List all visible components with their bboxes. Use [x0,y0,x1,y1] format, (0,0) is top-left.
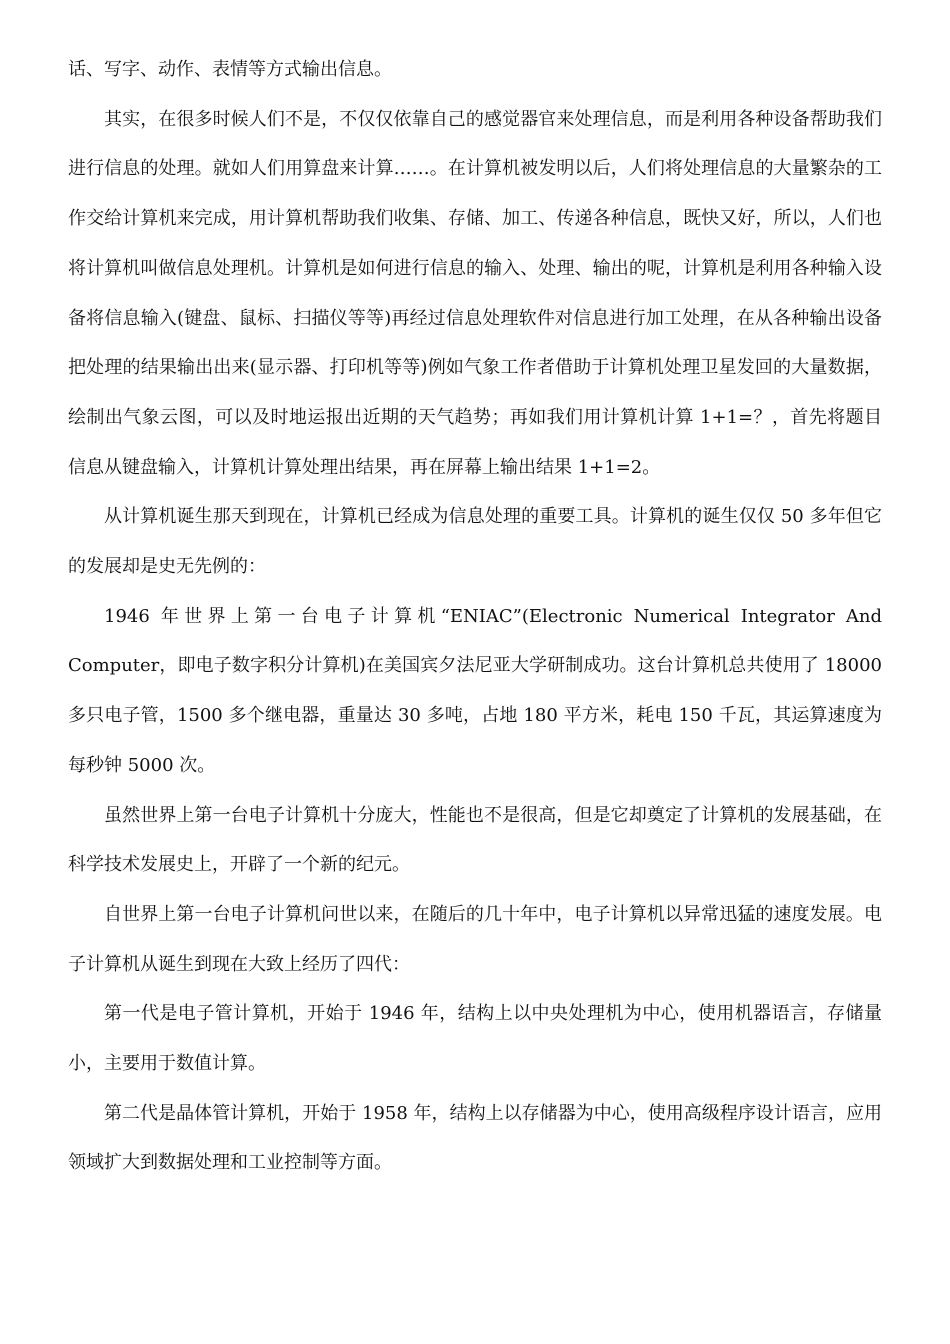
body-text [68,45,882,1188]
paragraph-information-processing: 其实，在很多时候人们不是，不仅仅依靠自己的感觉器官来处理信息，而是利用各种设备帮助我们进行信息的处理。就如人们用算盘来计算……。在计算机被发明以后，人们将处理信息的大量繁杂的工作交给计算机来完成，用计算机帮助我们收集、存储、加工、传递各种信息，既快又好，所以，人们也将计算机叫做信息处理机。计算机是如何进行信息的输入、处理、输出的呢，计算机是利用各种输入设备将信息输入(键盘、鼠标、扫描仪等等)再经过信息处理软件对信息进行加工处理，在从各种输出设备把处理的结果输出出来(显示器、打印机等等)例如气象工作者借助于计算机处理卫星发回的大量数据，绘制出气象云图，可以及时地运报出近期的天气趋势；再如我们用计算机计算 1+1=？，首先将题目信息从键盘输入，计算机计算处理出结果，再在屏幕上输出结果 1+1=2。 [68,108,882,478]
paragraph-second-generation: 第二代是晶体管计算机，开始于 1958 年，结构上以存储器为中心，使用高级程序设计语言，应用领域扩大到数据处理和工业控制等方面。 [68,1102,882,1174]
paragraph-computer-development: 从计算机诞生那天到现在，计算机已经成为信息处理的重要工具。计算机的诞生仅仅 50 多年但它的发展却是史无先例的： [68,506,882,578]
paragraph-four-generations: 自世界上第一台电子计算机问世以来，在随后的几十年中，电子计算机以异常迅猛的速度发展。电子计算机从诞生到现在大致上经历了四代： [68,903,882,975]
paragraph-first-generation: 第一代是电子管计算机，开始于 1946 年，结构上以中央处理机为中心，使用机器语言，存储量小，主要用于数值计算。 [68,1003,882,1075]
paragraph-continuation: 话、写字、动作、表情等方式输出信息。 [68,59,392,80]
paragraph-new-era: 虽然世界上第一台电子计算机十分庞大，性能也不是很高，但是它却奠定了计算机的发展基础，在科学技术发展史上，开辟了一个新的纪元。 [68,804,882,876]
paragraph-eniac: 1946 年世界上第一台电子计算机“ENIAC”(Electronic Numerical Integrator And Computer，即电子数字积分计算机)在美国宾夕法尼亚大学研制成功。这台计算机总共使用了 18000 多只电子管，1500 多个继电器，重量达 30 多吨，占地 180 平方米，耗电 150 千瓦，其运算速度为每秒钟 5000 次。 [68,605,882,776]
